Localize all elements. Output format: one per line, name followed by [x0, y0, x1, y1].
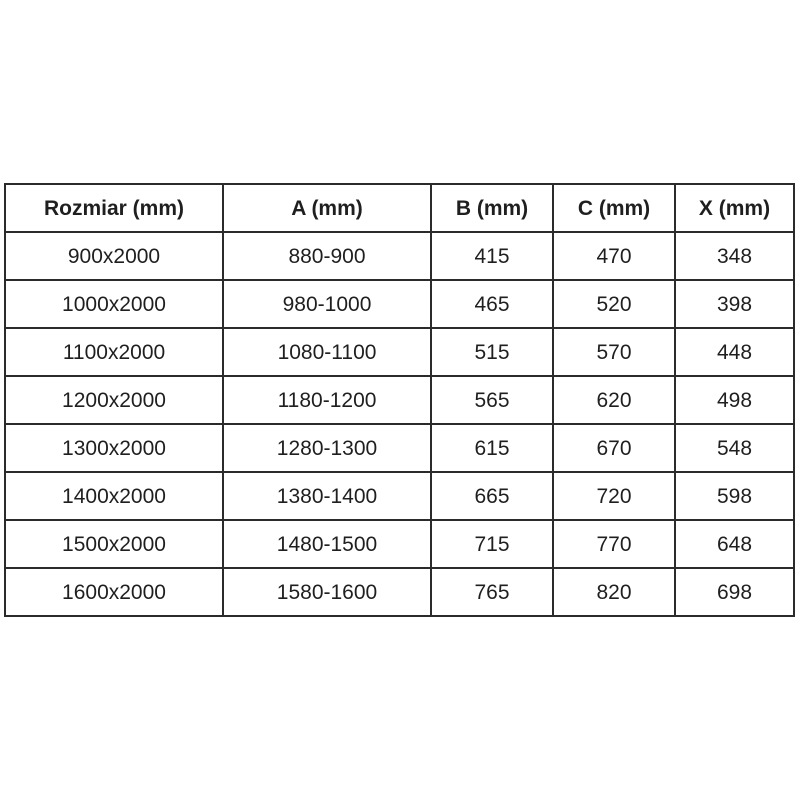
table-row	[5, 568, 794, 616]
table-cell: 1200x2000	[5, 376, 223, 424]
table-cell: 665	[431, 472, 553, 520]
table-cell: 1500x2000	[5, 520, 223, 568]
table-cell: 598	[675, 472, 794, 520]
table-cell: 698	[675, 568, 794, 616]
table-cell: 1400x2000	[5, 472, 223, 520]
table-cell: 715	[431, 520, 553, 568]
table-cell: 415	[431, 232, 553, 280]
table-row	[5, 376, 794, 424]
table-cell: 615	[431, 424, 553, 472]
table-cell: 470	[553, 232, 675, 280]
size-spec-table	[4, 183, 795, 617]
table-cell: 398	[675, 280, 794, 328]
table-cell: 620	[553, 376, 675, 424]
table-cell: 565	[431, 376, 553, 424]
table-cell: 1600x2000	[5, 568, 223, 616]
table-cell: 515	[431, 328, 553, 376]
table-row	[5, 280, 794, 328]
table-row	[5, 520, 794, 568]
column-header-a: A (mm)	[223, 184, 431, 232]
table-cell: 1100x2000	[5, 328, 223, 376]
column-header-x: X (mm)	[675, 184, 794, 232]
table-cell: 880-900	[223, 232, 431, 280]
table-cell: 548	[675, 424, 794, 472]
table-row-header	[5, 184, 794, 232]
table-cell: 820	[553, 568, 675, 616]
table-header-row	[5, 184, 794, 232]
table-cell: 720	[553, 472, 675, 520]
table-cell: 448	[675, 328, 794, 376]
table-cell: 1180-1200	[223, 376, 431, 424]
table-cell: 770	[553, 520, 675, 568]
table-cell: 570	[553, 328, 675, 376]
table-row	[5, 472, 794, 520]
table-row	[5, 424, 794, 472]
table-cell: 1280-1300	[223, 424, 431, 472]
table-cell: 498	[675, 376, 794, 424]
table-cell: 1300x2000	[5, 424, 223, 472]
table-cell: 348	[675, 232, 794, 280]
table-cell: 980-1000	[223, 280, 431, 328]
column-header-c: C (mm)	[553, 184, 675, 232]
column-header-b: B (mm)	[431, 184, 553, 232]
table-body	[5, 232, 794, 616]
table-cell: 765	[431, 568, 553, 616]
table-cell: 1000x2000	[5, 280, 223, 328]
table-row	[5, 232, 794, 280]
table-cell: 1380-1400	[223, 472, 431, 520]
table-cell: 648	[675, 520, 794, 568]
column-header-rozmiar: Rozmiar (mm)	[5, 184, 223, 232]
table-cell: 520	[553, 280, 675, 328]
table-cell: 1080-1100	[223, 328, 431, 376]
table-cell: 1480-1500	[223, 520, 431, 568]
table-row	[5, 328, 794, 376]
table-cell: 465	[431, 280, 553, 328]
table-cell: 670	[553, 424, 675, 472]
table-cell: 900x2000	[5, 232, 223, 280]
table-cell: 1580-1600	[223, 568, 431, 616]
